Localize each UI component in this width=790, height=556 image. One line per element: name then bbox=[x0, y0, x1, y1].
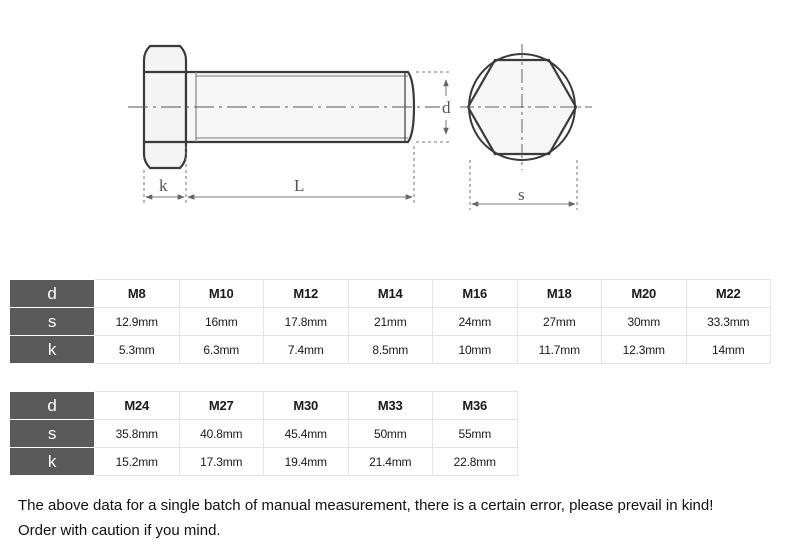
table-cell: M36 bbox=[433, 392, 518, 420]
table-cell: 10mm bbox=[433, 336, 518, 364]
table-cell: M14 bbox=[348, 280, 433, 308]
table-cell: 21.4mm bbox=[348, 448, 433, 476]
table-cell: 17.3mm bbox=[179, 448, 264, 476]
table-row-d bbox=[10, 280, 771, 308]
table-cell: M27 bbox=[179, 392, 264, 420]
table-cell: 12.9mm bbox=[95, 308, 180, 336]
table-cell: M22 bbox=[686, 280, 771, 308]
row-header-k: k bbox=[10, 336, 95, 364]
table-cell: 17.8mm bbox=[264, 308, 349, 336]
bolt-dimension-diagram bbox=[0, 0, 790, 230]
table-cell: 8.5mm bbox=[348, 336, 433, 364]
label-k: k bbox=[159, 176, 168, 195]
table-cell: M8 bbox=[95, 280, 180, 308]
table-cell: 22.8mm bbox=[433, 448, 518, 476]
table-row-d bbox=[10, 392, 518, 420]
table-cell: M24 bbox=[95, 392, 180, 420]
table-cell: 6.3mm bbox=[179, 336, 264, 364]
table-cell: 35.8mm bbox=[95, 420, 180, 448]
row-header-s: s bbox=[10, 308, 95, 336]
row-header-s: s bbox=[10, 420, 95, 448]
table-cell: M10 bbox=[179, 280, 264, 308]
table-cell: M20 bbox=[602, 280, 687, 308]
table-cell: M16 bbox=[433, 280, 518, 308]
spec-table-m8-m22 bbox=[9, 279, 771, 364]
table-cell: 45.4mm bbox=[264, 420, 349, 448]
table-cell: M33 bbox=[348, 392, 433, 420]
table-cell: M12 bbox=[264, 280, 349, 308]
table-cell: 55mm bbox=[433, 420, 518, 448]
table-cell: 24mm bbox=[433, 308, 518, 336]
table-cell: 21mm bbox=[348, 308, 433, 336]
spec-table-m24-m36 bbox=[9, 391, 518, 476]
table-cell: 15.2mm bbox=[95, 448, 180, 476]
table-row-s bbox=[10, 308, 771, 336]
table-cell: 11.7mm bbox=[517, 336, 602, 364]
table-cell: 5.3mm bbox=[95, 336, 180, 364]
bolt-head-end-view bbox=[460, 44, 592, 170]
table-cell: M30 bbox=[264, 392, 349, 420]
table-cell: 19.4mm bbox=[264, 448, 349, 476]
row-header-d: d bbox=[10, 392, 95, 420]
table-cell: 16mm bbox=[179, 308, 264, 336]
table-row-k bbox=[10, 336, 771, 364]
row-header-k: k bbox=[10, 448, 95, 476]
caution-note: Order with caution if you mind. bbox=[18, 522, 221, 539]
label-s: s bbox=[518, 185, 525, 204]
table-cell: 27mm bbox=[517, 308, 602, 336]
table-cell: 50mm bbox=[348, 420, 433, 448]
table-cell: 7.4mm bbox=[264, 336, 349, 364]
table-cell: 12.3mm bbox=[602, 336, 687, 364]
row-header-d: d bbox=[10, 280, 95, 308]
table-cell: 33.3mm bbox=[686, 308, 771, 336]
table-cell: 40.8mm bbox=[179, 420, 264, 448]
table-cell: M18 bbox=[517, 280, 602, 308]
table-cell: 14mm bbox=[686, 336, 771, 364]
table-row-k bbox=[10, 448, 518, 476]
measurement-note: The above data for a single batch of manual measurement, there is a certain error, please prevail in kind! bbox=[18, 497, 714, 514]
table-row-s bbox=[10, 420, 518, 448]
table-cell: 30mm bbox=[602, 308, 687, 336]
label-d: d bbox=[442, 98, 451, 117]
label-L: L bbox=[294, 176, 305, 195]
